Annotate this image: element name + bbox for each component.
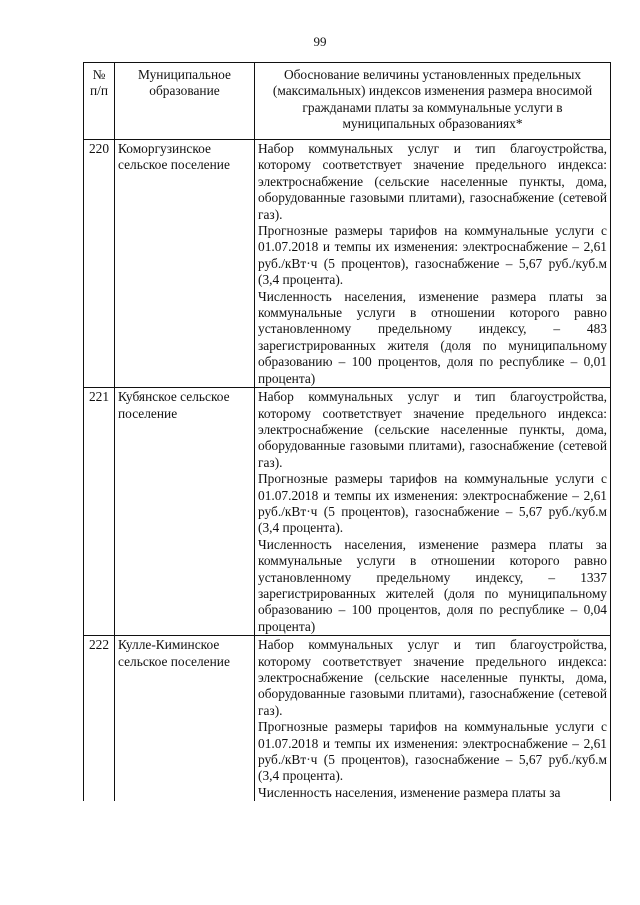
population-paragraph: Численность населения, изменение размера платы за коммунальные услуги в отношении которого равно установленному предельному индексу, – 483 зарегистрированных жителя (доля по муниципальному образованию – 100 процентов, доля по республике – 0,01 процента): [258, 288, 607, 386]
services-paragraph: Набор коммунальных услуг и тип благоустройства, которому соответствует значение предельного индекса: электроснабжение (сельские населенные пункты, дома, оборудованные газовыми плитами), газоснабжение (сетевой газ).: [258, 637, 607, 718]
row-number: 222: [84, 636, 115, 802]
table-row: [84, 636, 611, 802]
tariffs-paragraph: Прогнозные размеры тарифов на коммунальные услуги с 01.07.2018 и темпы их изменения: электроснабжение – 2,61 руб./кВт·ч (5 процентов), газоснабжение – 5,67 руб./куб.м (3,4 процента).: [258, 223, 607, 288]
row-justification: [255, 388, 611, 636]
row-municipality: Кубянское сельское поселение: [115, 388, 255, 636]
population-paragraph: Численность населения, изменение размера платы за коммунальные услуги в отношении которого равно установленному предельному индексу, – 1337 зарегистрированных жителей (доля по муниципальному образованию – 100 процентов, доля по республике – 0,04 процента): [258, 536, 607, 634]
row-number: 220: [84, 140, 115, 388]
header-justification: Обоснование величины установленных предельных (максимальных) индексов изменения размера вносимой гражданами платы за коммунальные услуги в муниципальных образованиях*: [255, 63, 611, 140]
tariffs-paragraph: Прогнозные размеры тарифов на коммунальные услуги с 01.07.2018 и темпы их изменения: электроснабжение – 2,61 руб./кВт·ч (5 процентов), газоснабжение – 5,67 руб./куб.м (3,4 процента).: [258, 471, 607, 536]
row-justification: [255, 140, 611, 388]
header-municipality: Муниципальное образование: [115, 63, 255, 140]
tariffs-paragraph: Прогнозные размеры тарифов на коммунальные услуги с 01.07.2018 и темпы их изменения: электроснабжение – 2,61 руб./кВт·ч (5 процентов), газоснабжение – 5,67 руб./куб.м (3,4 процента).: [258, 719, 607, 784]
row-number: 221: [84, 388, 115, 636]
row-municipality: Кулле-Киминское сельское поселение: [115, 636, 255, 802]
indices-table: [83, 62, 611, 801]
row-justification: [255, 636, 611, 802]
services-paragraph: Набор коммунальных услуг и тип благоустройства, которому соответствует значение предельного индекса: электроснабжение (сельские населенные пункты, дома, оборудованные газовыми плитами), газоснабжение (сетевой газ).: [258, 389, 607, 470]
table-row: [84, 388, 611, 636]
services-paragraph: Набор коммунальных услуг и тип благоустройства, которому соответствует значение предельного индекса: электроснабжение (сельские населенные пункты, дома, оборудованные газовыми плитами), газоснабжение (сетевой газ).: [258, 141, 607, 222]
population-paragraph: Численность населения, изменение размера платы за: [258, 784, 561, 800]
header-num: № п/п: [84, 63, 115, 140]
table-row: [84, 140, 611, 388]
page-number: 99: [313, 34, 327, 49]
table-header-row: [84, 63, 611, 140]
row-municipality: Коморгузинское сельское поселение: [115, 140, 255, 388]
